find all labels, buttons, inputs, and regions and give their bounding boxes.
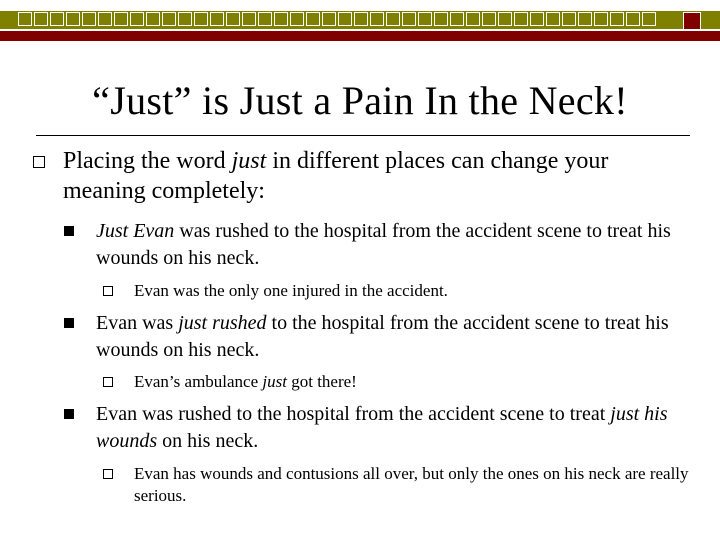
square-icon: [386, 12, 400, 26]
square-icon: [274, 12, 288, 26]
decorative-squares: [18, 12, 658, 26]
square-icon: [98, 12, 112, 26]
square-icon: [178, 12, 192, 26]
square-icon: [498, 12, 512, 26]
square-icon: [130, 12, 144, 26]
accent-square-icon: [683, 12, 701, 30]
square-icon: [226, 12, 240, 26]
example-1-note: Evan was the only one injured in the accident.: [134, 281, 448, 300]
example-3-note: Evan has wounds and contusions all over, but only the ones on his neck are really serious.: [134, 464, 689, 505]
square-icon: [578, 12, 592, 26]
square-icon: [370, 12, 384, 26]
square-icon: [82, 12, 96, 26]
square-icon: [450, 12, 464, 26]
square-icon: [258, 12, 272, 26]
square-icon: [146, 12, 160, 26]
example-2-text: Evan was just rushed to the hospital from the accident scene to treat his wounds on his neck.: [96, 312, 669, 361]
slide-title: “Just” is Just a Pain In the Neck!: [92, 78, 628, 123]
intro-text: Placing the word just in different places can change your meaning completely:: [63, 148, 609, 204]
square-icon: [18, 12, 32, 26]
square-icon: [162, 12, 176, 26]
square-icon: [530, 12, 544, 26]
square-icon: [466, 12, 480, 26]
square-icon: [610, 12, 624, 26]
square-icon: [642, 12, 656, 26]
hollow-square-bullet-icon: [33, 156, 45, 168]
square-icon: [418, 12, 432, 26]
filled-square-bullet-icon: [64, 318, 74, 328]
title-divider: [36, 135, 690, 136]
square-icon: [66, 12, 80, 26]
square-icon: [514, 12, 528, 26]
square-icon: [306, 12, 320, 26]
square-icon: [338, 12, 352, 26]
square-icon: [194, 12, 208, 26]
square-icon: [594, 12, 608, 26]
square-icon: [354, 12, 368, 26]
square-icon: [434, 12, 448, 26]
square-icon: [114, 12, 128, 26]
square-icon: [50, 12, 64, 26]
example-1-text: Just Evan was rushed to the hospital from the accident scene to treat his wounds on his neck.: [96, 220, 671, 269]
square-icon: [402, 12, 416, 26]
hollow-square-bullet-icon: [103, 469, 113, 479]
square-icon: [242, 12, 256, 26]
filled-square-bullet-icon: [64, 226, 74, 236]
hollow-square-bullet-icon: [103, 377, 113, 387]
square-icon: [322, 12, 336, 26]
square-icon: [482, 12, 496, 26]
square-icon: [210, 12, 224, 26]
square-icon: [34, 12, 48, 26]
hollow-square-bullet-icon: [103, 286, 113, 296]
header-bar-maroon: [0, 31, 720, 41]
example-2-note: Evan’s ambulance just got there!: [134, 372, 357, 391]
square-icon: [562, 12, 576, 26]
square-icon: [290, 12, 304, 26]
square-icon: [626, 12, 640, 26]
filled-square-bullet-icon: [64, 409, 74, 419]
example-3-text: Evan was rushed to the hospital from the accident scene to treat just his wounds on his neck.: [96, 403, 668, 452]
square-icon: [546, 12, 560, 26]
